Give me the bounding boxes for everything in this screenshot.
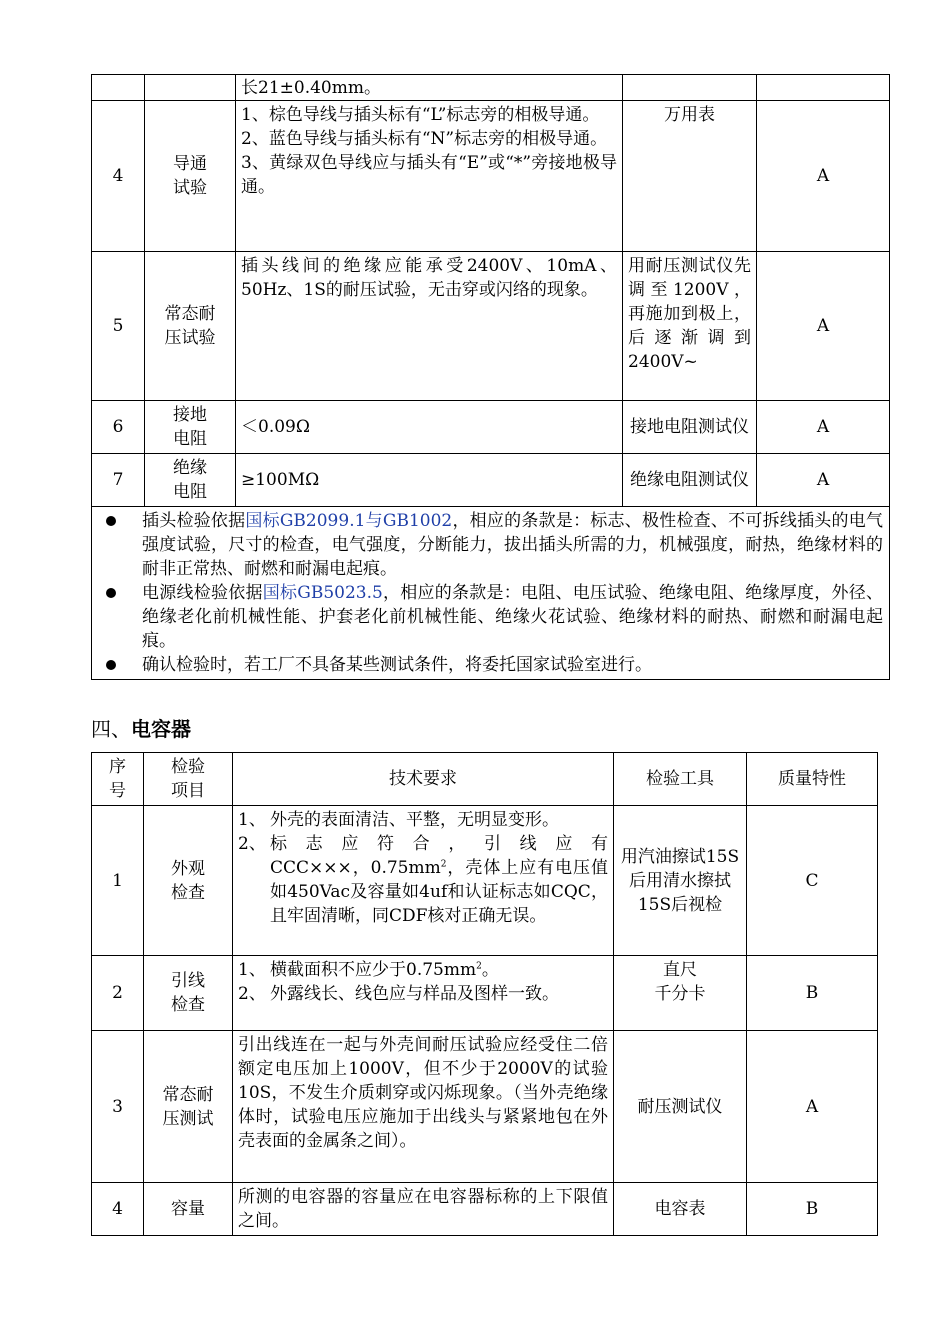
capacitor-inspection-table <box>91 752 878 1236</box>
requirement-item: 1、棕色导线与插头标有“L”标志旁的相极导通。 <box>241 105 600 125</box>
seq-cell: 4 <box>92 1183 144 1236</box>
requirement-cell <box>233 956 614 1031</box>
requirement-item: 2、蓝色导线与插头标有“N”标志旁的相极导通。 <box>241 129 608 149</box>
tool-cell: 用汽油擦试15S后用清水擦拭15S后视检 <box>614 806 747 956</box>
table-header-row <box>92 753 878 806</box>
item-cell: 常态耐 压测试 <box>144 1031 233 1183</box>
seq-cell: 6 <box>92 401 145 454</box>
tool-cell: 直尺 千分卡 <box>614 956 747 1031</box>
table-row <box>92 75 890 101</box>
requirement-cell <box>236 101 623 252</box>
item-cell <box>145 75 236 101</box>
list-item <box>100 653 883 677</box>
notes-row <box>92 507 890 680</box>
quality-cell: A <box>757 101 890 252</box>
requirement-cell: ≥100MΩ <box>236 454 623 507</box>
standard-link[interactable]: 国标GB5023.5 <box>262 583 383 603</box>
table-row <box>92 252 890 401</box>
tool-cell: 绝缘电阻测试仪 <box>623 454 757 507</box>
item-line: 导通 <box>173 154 207 174</box>
note-text: 电源线检验依据国标GB5023.5，相应的条款是：电阻、电压试验、绝缘电阻、绝缘厚度，外径、绝缘老化前机械性能、护套老化前机械性能、绝缘火花试验、绝缘材料的耐热、耐燃和耐漏电起痕。 <box>142 583 884 651</box>
quality-cell <box>757 75 890 101</box>
list-item <box>100 581 883 653</box>
seq-cell: 3 <box>92 1031 144 1183</box>
requirement-item: 2、 标志应符合，引线应有 CCC×××，$0.75mm^2$，壳体上应有电压值如450Vac及容量如4uf和认证标志如CQC，且牢固清晰，同CDF核对正确无误。 <box>238 834 608 926</box>
item-cell: 容量 <box>144 1183 233 1236</box>
quality-cell: A <box>757 454 890 507</box>
item-line: 常态耐 <box>164 304 216 324</box>
section-heading <box>91 715 191 743</box>
seq-cell: 2 <box>92 956 144 1031</box>
seq-cell: 7 <box>92 454 145 507</box>
requirement-item: 1、 外壳的表面清洁、平整，无明显变形。 <box>238 810 559 830</box>
item-cell: 外观 检查 <box>144 806 233 956</box>
item-line: 接地 <box>173 405 207 425</box>
seq-cell <box>92 75 145 101</box>
item-cell <box>145 401 236 454</box>
bullet-icon <box>100 581 142 605</box>
table-row <box>92 806 878 956</box>
seq-cell: 4 <box>92 101 145 252</box>
quality-cell: A <box>747 1031 878 1183</box>
seq-cell: 5 <box>92 252 145 401</box>
notes-cell <box>92 507 890 680</box>
item-line: 电阻 <box>173 429 207 449</box>
quality-cell: B <box>747 1183 878 1236</box>
seq-cell: 1 <box>92 806 144 956</box>
header-requirement: 技术要求 <box>233 753 614 806</box>
requirement-cell: 引出线连在一起与外壳间耐压试验应经受住二倍额定电压加上1000V，但不少于2000V的试验10S，不发生介质刺穿或闪烁现象。（当外壳绝缘体时，试验电压应施加于出线头与紧紧地包在外壳表面的金属条之间）。 <box>233 1031 614 1183</box>
item-cell: 引线 检查 <box>144 956 233 1031</box>
requirement-cell: 所测的电容器的容量应在电容器标称的上下限值之间。 <box>233 1183 614 1236</box>
list-item <box>100 509 883 581</box>
tool-cell: 耐压测试仪 <box>614 1031 747 1183</box>
requirement-item: 1、 横截面积不应少于$0.75mm^2$。 <box>238 960 499 980</box>
table-row <box>92 401 890 454</box>
quality-cell: A <box>757 252 890 401</box>
note-text: 插头检验依据国标GB2099.1与GB1002，相应的条款是：标志、极性检查、不可拆线插头的电气强度试验，尺寸的检查，电气强度，分断能力，拔出插头所需的力，机械强度，耐热，绝缘材料的耐非正常热、耐燃和耐漏电起痕。 <box>142 511 883 579</box>
table-row <box>92 1031 878 1183</box>
tool-cell: 用耐压测试仪先调至1200V，再施加到极上，后逐渐调到2400V~ <box>623 252 757 401</box>
header-seq: 序 号 <box>92 753 144 806</box>
section-number: 四、 <box>91 717 131 741</box>
requirement-item: 2、 外露线长、线色应与样品及图样一致。 <box>238 984 559 1004</box>
tool-cell: 接地电阻测试仪 <box>623 401 757 454</box>
item-cell <box>145 252 236 401</box>
requirement-cell: ＜0.09Ω <box>236 401 623 454</box>
table-row <box>92 956 878 1031</box>
note-text: 确认检验时，若工厂不具备某些测试条件，将委托国家试验室进行。 <box>142 655 652 675</box>
requirement-cell: 长21±0.40mm。 <box>236 75 623 101</box>
item-line: 压试验 <box>164 328 216 348</box>
item-cell <box>145 101 236 252</box>
requirement-cell: 插头线间的绝缘应能承受2400V、10mA、50Hz、1S的耐压试验，无击穿或闪络的现象。 <box>236 252 623 401</box>
bullet-icon <box>100 509 142 533</box>
requirement-cell <box>233 806 614 956</box>
header-quality: 质量特性 <box>747 753 878 806</box>
standard-link[interactable]: 国标GB2099.1与GB1002 <box>245 511 453 531</box>
bullet-icon <box>100 653 142 677</box>
table-row <box>92 101 890 252</box>
item-cell <box>145 454 236 507</box>
quality-cell: B <box>747 956 878 1031</box>
tool-cell <box>623 75 757 101</box>
tool-cell: 万用表 <box>623 101 757 252</box>
item-line: 电阻 <box>173 482 207 502</box>
section-title: 电容器 <box>131 717 191 741</box>
table-row <box>92 454 890 507</box>
requirement-item: 3、黄绿双色导线应与插头有“E”或“*”旁接地极导通。 <box>241 153 617 197</box>
quality-cell: C <box>747 806 878 956</box>
item-line: 绝缘 <box>173 458 207 478</box>
item-line: 试验 <box>173 178 207 198</box>
quality-cell: A <box>757 401 890 454</box>
plug-inspection-table <box>91 74 890 680</box>
header-tool: 检验工具 <box>614 753 747 806</box>
tool-cell: 电容表 <box>614 1183 747 1236</box>
header-item: 检验 项目 <box>144 753 233 806</box>
table-row <box>92 1183 878 1236</box>
